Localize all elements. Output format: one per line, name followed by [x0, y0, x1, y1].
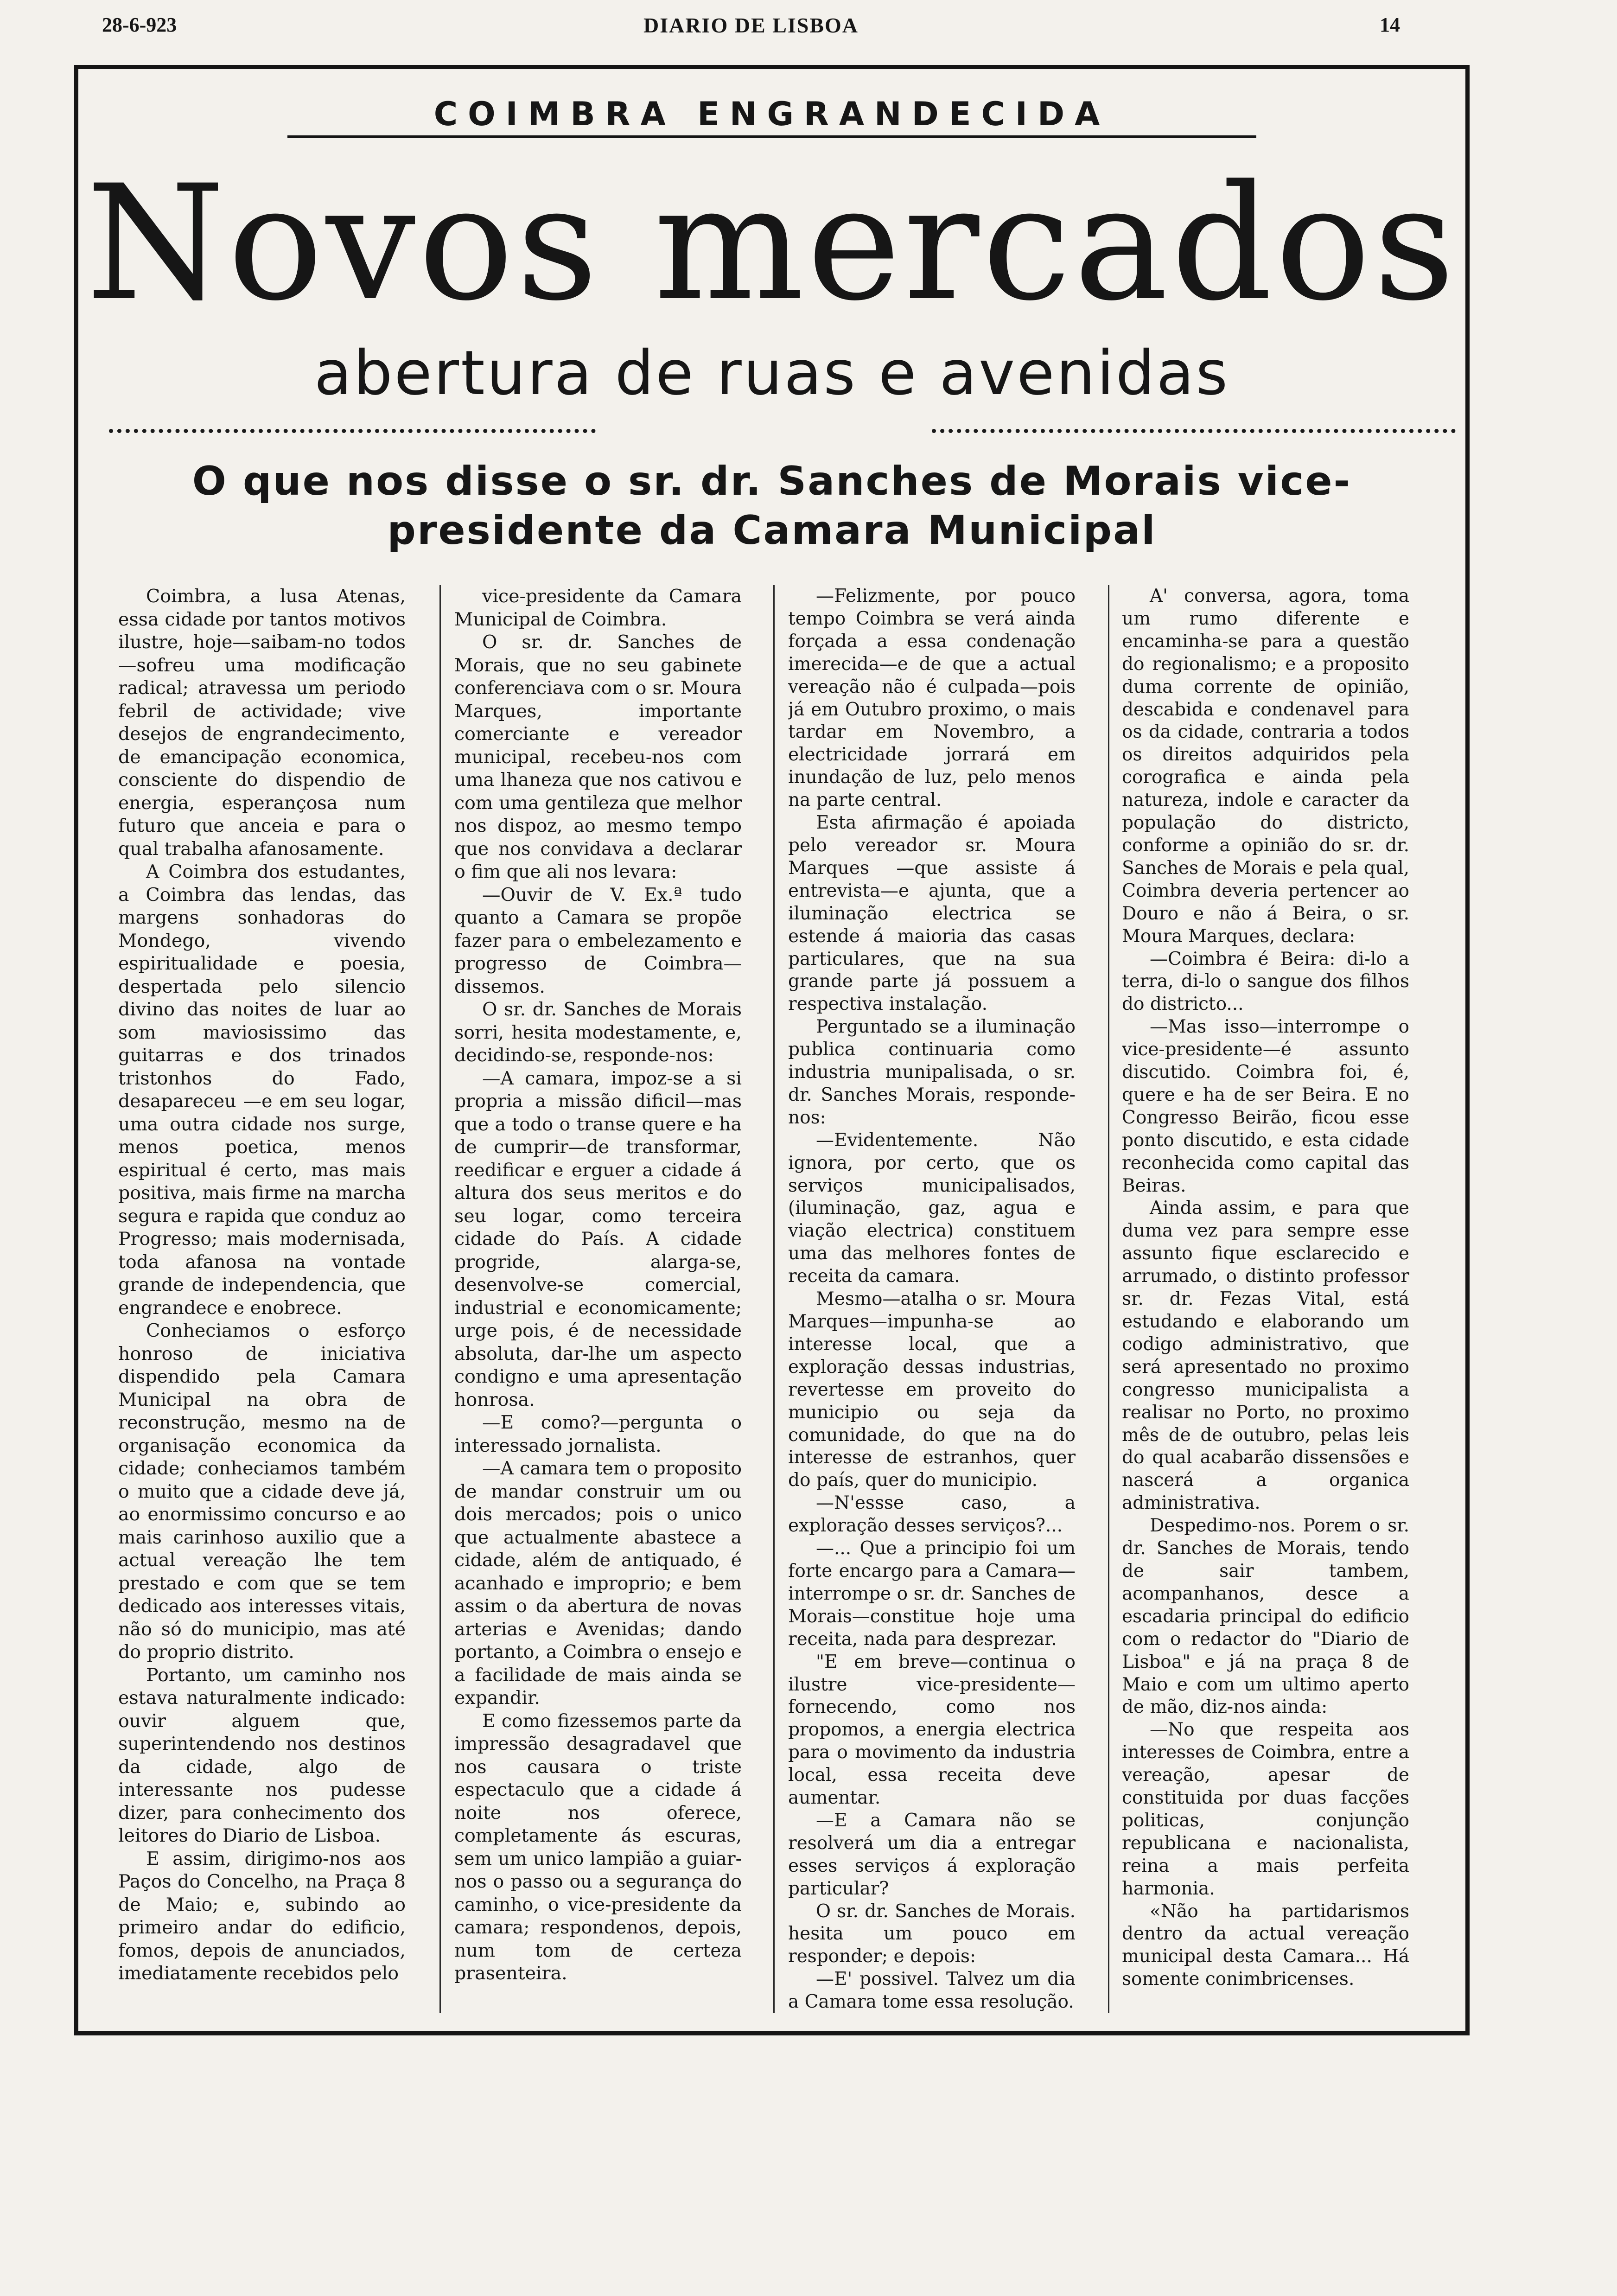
article-paragraph: "E em breve—continua o ilustre vice-presidente—fornecendo, como nos propomos, a energia electrica para o movimento da industria local, essa receita deve aumentar.	[788, 1651, 1076, 1809]
article-paragraph: —E' possivel. Talvez um dia a Camara tome essa resolução.	[788, 1969, 1076, 2013]
article-paragraph: —Coimbra é Beira: di-lo a terra, di-lo o sangue dos filhos do districto...	[1122, 948, 1409, 1015]
article-paragraph: «Não ha partidarismos dentro da actual vereação municipal desta Camara... Há somente conimbricenses.	[1122, 1901, 1409, 1990]
text-column-1	[118, 585, 406, 2018]
article-paragraph: —Felizmente, por pouco tempo Coimbra se verá ainda forçada a essa condenação imerecida—e de que a actual vereação não é culpada—pois já em Outubro proximo, o mais tardar em Novembro, a electricidade jorrará em inundação de luz, pelo menos na parte central.	[788, 586, 1076, 811]
article-paragraph: —A camara tem o proposito de mandar construir um ou dois mercados; pois o unico que actualmente abastece a cidade, além de antiquado, é acanhado e improprio; e bem assim o da abertura de novas arterias e Avenidas; dando portanto, a Coimbra o ensejo e a facilidade de mais ainda se expandir.	[454, 1458, 742, 1709]
issue-date: 28-6-923	[102, 13, 177, 36]
article-paragraph: Conheciamos o esforço honroso de iniciativa dispendido pela Camara Municipal na obra de reconstrução, mesmo na de organisação economica da cidade; conheciamos também o muito que a cidade deve já, ao enormissimo concurso e ao mais carinhoso auxilio que a actual vereação lhe tem prestado e com que se tem dedicado aos interesses vitais, não só do municipio, mas até do proprio distrito.	[118, 1320, 406, 1663]
dotted-divider-left	[109, 429, 596, 433]
article-paragraph: O sr. dr. Sanches de Morais sorri, hesita modestamente, e, decidindo-se, responde-nos:	[454, 999, 742, 1066]
article-paragraph: Coimbra, a lusa Atenas, essa cidade por tantos motivos ilustre, hoje—saibam-no todos—sofreu uma modificação radical; atravessa um periodo febril de actividade; vive desejos de engrandecimento, de emancipação economica, consciente do dispendio de energia, esperançosa num futuro que anceia e para o qual trabalha afanosamente.	[118, 586, 406, 860]
page-header	[102, 13, 1400, 41]
article-paragraph: Perguntado se a iluminação publica continuaria como industria munipalisada, o sr. dr. Sanches Morais, responde-nos:	[788, 1016, 1076, 1128]
article-paragraph: —Ouvir de V. Ex.ª tudo quanto a Camara se propõe fazer para o embelezamento e progresso de Coimbra—dissemos.	[454, 884, 742, 997]
article-paragraph: —No que respeita aos interesses de Coimbra, entre a vereação, apesar de constituida por duas facções politicas, conjunção republicana e nacionalista, reina a mais perfeita harmonia.	[1122, 1719, 1409, 1899]
text-column-3	[788, 585, 1076, 2018]
article-paragraph: Mesmo—atalha o sr. Moura Marques—impunha-se ao interesse local, que a exploração dessas industrias, revertesse em proveito do municipio ou seja da comunidade, do que na do interesse de estranhos, quer do país, quer do municipio.	[788, 1288, 1076, 1491]
article-paragraph: —Mas isso—interrompe o vice-presidente—é assunto discutido. Coimbra foi, é, quere e ha de ser Beira. E no Congresso Beirão, ficou esse ponto discutido, e esta cidade reconhecida como capital das Beiras.	[1122, 1016, 1409, 1196]
page-number: 14	[1380, 13, 1400, 36]
article-dek: O que nos disse o sr. dr. Sanches de Morais vice-presidente da Camara Municipal	[192, 458, 1352, 554]
article-paragraph: Despedimo-nos. Porem o sr. dr. Sanches de Morais, tendo de sair tambem, acompanhanos, desce a escadaria principal do edificio com o redactor do "Diario de Lisboa" e já na praça 8 de Maio e com um ultimo aperto de mão, diz-nos ainda:	[1122, 1515, 1409, 1718]
newspaper-name: DIARIO DE LISBOA	[643, 13, 859, 37]
article-paragraph: E como fizessemos parte da impressão desagradavel que nos causara o triste espectaculo que a cidade á noite nos oferece, completamente ás escuras, sem um unico lampião a guiar-nos o passo ou a segurança do caminho, o vice-presidente da camara; respondenos, depois, num tom de certeza prasenteira.	[454, 1710, 742, 1984]
article-paragraph: O sr. dr. Sanches de Morais, que no seu gabinete conferenciava com o sr. Moura Marques, importante comerciante e vereador municipal, recebeu-nos com uma lhaneza que nos cativou e com uma gentileza que melhor nos dispoz, ao mesmo tempo que nos convidava a declarar o fim que ali nos levara:	[454, 631, 742, 882]
text-column-4	[1122, 585, 1409, 2018]
article-paragraph: —A camara, impoz-se a si propria a missão dificil—mas que a todo o transe quere e ha de cumprir—de transformar, reedificar e erguer a cidade á altura dos seus meritos e do seu logar, como terceira cidade do País. A cidade progride, alarga-se, desenvolve-se comercial, industrial e economicamente; urge pois, é de necessidade absoluta, dar-lhe um aspecto condigno e uma apresentação honrosa.	[454, 1067, 742, 1410]
article-headline: Novos mercados	[86, 151, 1458, 336]
article-body	[118, 585, 1426, 2018]
article-paragraph: —N'essse caso, a exploração desses serviços?...	[788, 1492, 1076, 1537]
dotted-divider-right	[932, 429, 1456, 433]
article-paragraph: —E a Camara não se resolverá um dia a entregar esses serviços á exploração particular?	[788, 1810, 1076, 1899]
article-paragraph: —Evidentemente. Não ignora, por certo, que os serviços municipalisados, (iluminação, gaz, agua e viação electrica) constituem uma das melhores fontes de receita da camara.	[788, 1129, 1076, 1287]
article-paragraph: —E como?—pergunta o interessado jornalista.	[454, 1412, 742, 1456]
article-paragraph: Portanto, um caminho nos estava naturalmente indicado: ouvir alguem que, superintendendo nos destinos da cidade, algo de interessante nos pudesse dizer, para conhecimento dos leitores do Diario de Lisboa.	[118, 1664, 406, 1846]
article-paragraph: A Coimbra dos estudantes, a Coimbra das lendas, das margens sonhadoras do Mondego, vivendo espiritualidade e poesia, despertada pelo silencio divino das noites de luar ao som maviosissimo das guitarras e dos trinados tristonhos do Fado, desapareceu —e em seu logar, uma outra cidade nos surge, menos poetica, menos espiritual é certo, mas mais positiva, mais firme na marcha segura e rapida que conduz ao Progresso; mais modernisada, toda afanosa na vontade grande de independencia, que engrandece e enobrece.	[118, 861, 406, 1319]
article-subhead: abertura de ruas e avenidas	[314, 338, 1230, 409]
article-paragraph: —... Que a principio foi um forte encargo para a Camara—interrompe o sr. dr. Sanches de Morais—constitue hoje uma receita, nada para desprezar.	[788, 1538, 1076, 1650]
article-paragraph: O sr. dr. Sanches de Morais. hesita um pouco em responder; e depois:	[788, 1901, 1076, 1967]
article-bottom-rule	[74, 2031, 1470, 2034]
article-paragraph: vice-presidente da Camara Municipal de Coimbra.	[454, 586, 742, 630]
article-paragraph: Ainda assim, e para que duma vez para sempre esse assunto fique esclarecido e arrumado, o distinto professor sr. dr. Fezas Vital, está estudando e elaborando um codigo administrativo, que será apresentado no proximo congresso municipalista a realisar no Porto, no proximo mês de de outubro, pelas leis do qual acabarão dissensões e nascerá a organica administrativa.	[1122, 1198, 1409, 1514]
article-paragraph: Esta afirmação é apoiada pelo vereador sr. Moura Marques —que assiste á entrevista—e ajunta, que a iluminação electrica se estende á maioria das casas particulares, que na sua grande parte já possuem a respectiva instalação.	[788, 812, 1076, 1015]
text-column-2	[454, 585, 742, 2018]
article-kicker: COIMBRA ENGRANDECIDA	[433, 95, 1110, 133]
article-paragraph: E assim, dirigimo-nos aos Paços do Concelho, na Praça 8 de Maio; e, subindo ao primeiro andar do edificio, fomos, depois de anunciados, imediatamente recebidos pelo	[118, 1848, 406, 1984]
kicker-divider	[287, 135, 1256, 138]
article-paragraph: A' conversa, agora, toma um rumo diferente e encaminha-se para a questão do regionalismo; e a proposito duma corrente de opinião, descabida e condenavel para os da cidade, contraria a todos os direitos adquiridos pela corografica e ainda pela natureza, indole e caracter da população do districto, conforme a opinião do sr. dr. Sanches de Morais e pela qual, Coimbra deveria pertencer ao Douro e não á Beira, o sr. Moura Marques, declara:	[1122, 586, 1409, 947]
